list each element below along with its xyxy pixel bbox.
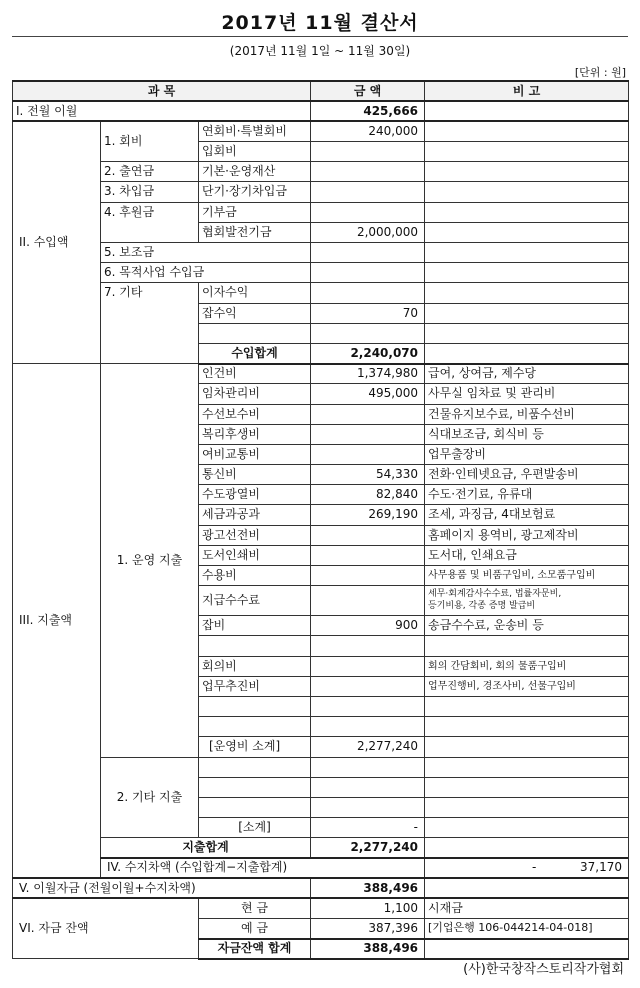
expense-item-note: 급여, 상여금, 제수당 xyxy=(425,364,629,384)
income-item: 잡수익 xyxy=(199,303,311,323)
expense-item-note: 식대보조금, 회식비 등 xyxy=(425,424,629,444)
expense-item-name: 세금과공과 xyxy=(199,505,311,525)
expense-item-name: 여비교통비 xyxy=(199,444,311,464)
expense-item-note: 업무출장비 xyxy=(425,444,629,464)
other-subtotal-label: [소계] xyxy=(199,818,311,838)
table-row xyxy=(13,243,629,263)
expense-item-name: 수선보수비 xyxy=(199,404,311,424)
note-line: 등기비용, 각종 증명 발급비 xyxy=(428,600,536,611)
income-cat-dues: 1. 회비 xyxy=(101,121,199,161)
cash-amount: 1,100 xyxy=(311,898,425,918)
next-carry-label: V. 이월자금 (전월이월+수지차액) xyxy=(13,878,311,898)
expense-item-amount: 900 xyxy=(311,616,425,636)
expense-item-amount xyxy=(311,676,425,696)
expense-item-name: 통신비 xyxy=(199,465,311,485)
cash-label: 현 금 xyxy=(199,898,311,918)
carryover-amount: 425,666 xyxy=(311,101,425,121)
settlement-table xyxy=(12,80,629,960)
income-item: 단기·장기차입금 xyxy=(199,182,311,202)
funds-section-label: VI. 자금 잔액 xyxy=(13,898,199,959)
operating-subtotal-amount: 2,277,240 xyxy=(311,737,425,757)
expense-item-amount xyxy=(311,656,425,676)
table-header-row xyxy=(13,81,629,101)
table-row xyxy=(13,263,629,283)
expense-item-note: 송금수수료, 운송비 등 xyxy=(425,616,629,636)
income-total-amount: 2,240,070 xyxy=(311,343,425,363)
expense-item-amount: 495,000 xyxy=(311,384,425,404)
expense-item-note: 업무진행비, 경조사비, 선물구입비 xyxy=(425,676,629,696)
expense-item-amount xyxy=(311,545,425,565)
expense-item-name: 잡비 xyxy=(199,616,311,636)
income-amount: 70 xyxy=(311,303,425,323)
income-cat-purpose: 6. 목적사업 수입금 xyxy=(101,263,311,283)
expense-item-amount: 82,840 xyxy=(311,485,425,505)
header-amount: 금 액 xyxy=(311,81,425,101)
income-cat-subsidy: 5. 보조금 xyxy=(101,243,311,263)
other-subtotal-amount: - xyxy=(311,818,425,838)
expense-item-amount xyxy=(311,586,425,616)
operating-subtotal-label: [운영비 소계] xyxy=(199,737,311,757)
deposit-amount: 387,396 xyxy=(311,919,425,939)
deposit-label: 예 금 xyxy=(199,919,311,939)
expense-item-name: 회의비 xyxy=(199,656,311,676)
expense-item-amount xyxy=(311,404,425,424)
header-note: 비 고 xyxy=(425,81,629,101)
funds-total-amount: 388,496 xyxy=(311,939,425,959)
expense-item-name: 광고선전비 xyxy=(199,525,311,545)
expense-other-label: 2. 기타 지출 xyxy=(101,757,199,838)
income-item: 협회발전기금 xyxy=(199,222,311,242)
header-subject: 과 목 xyxy=(13,81,311,101)
expense-item-amount xyxy=(311,525,425,545)
expense-item-amount: 1,374,980 xyxy=(311,364,425,384)
income-section-label: II. 수입액 xyxy=(13,121,101,363)
expense-item-note: 건물유지보수료, 비품수선비 xyxy=(425,404,629,424)
expense-item-note: 홈페이지 용역비, 광고제작비 xyxy=(425,525,629,545)
income-item: 연회비·특별회비 xyxy=(199,121,311,141)
next-carry-row xyxy=(13,878,629,898)
period-text: (2017년 11월 1일 ~ 11월 30일) xyxy=(229,44,411,58)
income-cat-other: 7. 기타 xyxy=(101,283,199,364)
expense-item-amount: 54,330 xyxy=(311,465,425,485)
balance-row xyxy=(13,858,629,878)
expense-total-label: 지출합계 xyxy=(101,838,311,858)
expense-item-name: 인건비 xyxy=(199,364,311,384)
balance-label: IV. 수지차액 (수입합계−지출합계) xyxy=(101,858,425,878)
table-row xyxy=(13,757,629,777)
income-item: 기본·운영재산 xyxy=(199,162,311,182)
income-total-label: 수입합계 xyxy=(199,343,311,363)
income-amount: 2,000,000 xyxy=(311,222,425,242)
expense-item-name: 임차관리비 xyxy=(199,384,311,404)
table-row xyxy=(13,182,629,202)
income-item: 입회비 xyxy=(199,142,311,162)
expense-item-note: 전화·인테넷요금, 우편발송비 xyxy=(425,465,629,485)
income-item: 이자수익 xyxy=(199,283,311,303)
table-row xyxy=(13,838,629,858)
expense-item-amount xyxy=(311,444,425,464)
expense-operating-label: 1. 운영 지출 xyxy=(101,364,199,757)
expense-item-name: 지급수수료 xyxy=(199,586,311,616)
table-row xyxy=(13,121,629,141)
expense-item-note: 사무실 임차료 및 관리비 xyxy=(425,384,629,404)
next-carry-amount: 388,496 xyxy=(311,878,425,898)
table-row xyxy=(13,202,629,222)
expense-item-amount: 269,190 xyxy=(311,505,425,525)
expense-item-name: 복리후생비 xyxy=(199,424,311,444)
expense-item-note: 회의 간담회비, 회의 물품구입비 xyxy=(425,656,629,676)
balance-amount xyxy=(425,858,629,878)
deposit-note: [기업은행 106-044214-04-018] xyxy=(425,919,629,939)
funds-total-label: 자금잔액 합계 xyxy=(199,939,311,959)
expense-item-note: 수도·전기료, 유류대 xyxy=(425,485,629,505)
table-row xyxy=(13,162,629,182)
expense-item-name: 업무추진비 xyxy=(199,676,311,696)
note-line: 세무·회계감사수수료, 법률자문비, xyxy=(428,589,562,600)
expense-item-name: 수용비 xyxy=(199,566,311,586)
expense-section-label: III. 지출액 xyxy=(13,364,101,879)
balance-value: 37,170 xyxy=(580,860,623,875)
expense-item-note: 조세, 과징금, 4대보험료 xyxy=(425,505,629,525)
page-title: 2017년 11월 결산서 xyxy=(221,12,419,34)
expense-item-amount xyxy=(311,424,425,444)
carryover-label: I. 전월 이월 xyxy=(13,101,311,121)
organization-name: (사)한국창작스토리작가협회 xyxy=(463,962,624,977)
expense-item-name: 수도광열비 xyxy=(199,485,311,505)
income-cat-sponsor: 4. 후원금 xyxy=(101,202,199,242)
expense-item-note: 도서대, 인쇄요금 xyxy=(425,545,629,565)
expense-item-name: 도서인쇄비 xyxy=(199,545,311,565)
expense-item-amount xyxy=(311,566,425,586)
cash-note: 시재금 xyxy=(425,898,629,918)
unit-label: [단위 : 원] xyxy=(574,66,626,79)
income-amount: 240,000 xyxy=(311,121,425,141)
title-divider xyxy=(12,36,628,37)
table-row xyxy=(13,364,629,384)
table-row xyxy=(13,283,629,303)
minus-sign: - xyxy=(532,860,537,875)
carryover-row xyxy=(13,101,629,121)
expense-total-amount: 2,277,240 xyxy=(311,838,425,858)
income-item: 기부금 xyxy=(199,202,311,222)
income-cat-loan: 3. 차입금 xyxy=(101,182,199,202)
income-cat-contribution: 2. 출연금 xyxy=(101,162,199,182)
funds-cash-row xyxy=(13,898,629,918)
expense-item-note: 사무용품 및 비품구입비, 소모품구입비 xyxy=(425,566,629,586)
expense-item-note xyxy=(425,586,629,616)
